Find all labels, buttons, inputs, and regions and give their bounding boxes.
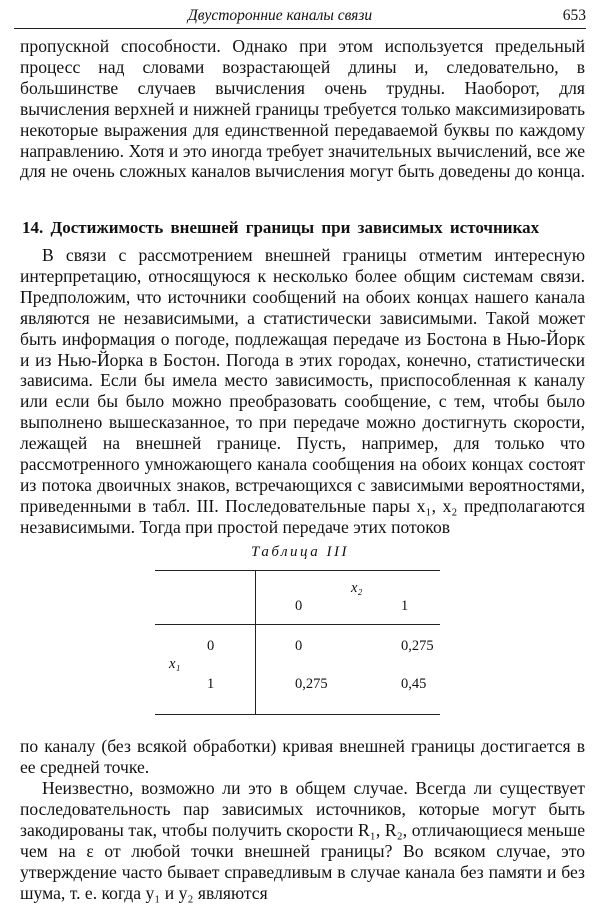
page-number: 653 [562,7,586,24]
paragraph-3: по каналу (без всякой обработки) кривая внешней границы достигается в ее средней точке. [20,736,585,777]
table-rule-vertical [255,570,256,715]
row-header-0: 0 [207,638,215,654]
paragraph-2: В связи с рассмотрением внешней границы отметим интересную интерпретацию, относящуюся к несколько более общим системам связи. Предположим, что источники сообщений на обоих концах нашего канала являются не независимыми, а статистически зависимыми. Такой может быть информация о погоде, подлежащая передаче из Бостона в Нью-Йорк и из Нью-Йорка в Бостон. Погода в этих городах, конечно, статистически зависима. Если бы имела место зависимость, приспособленная к каналу или если бы было можно преобразовать сообщение, с тем, чтобы было выполнено вышесказанное, то при передаче можно достигнуть скорости, лежащей на внешней границе. Пусть, например, для только что рассмотренного умножающего канала сообщения на обоих концах состоят из потока двоичных знаков, встречающихся с зависимыми вероятностями, приведенными в табл. III. Последовательные пары x₁, x₂ предполагаются независимыми. Тогда при простой передаче этих потоков [20,245,585,537]
table-rule-top [155,570,440,571]
table-cell: 0,45 [401,676,427,692]
table-iii [155,570,440,715]
column-header-0: 0 [295,598,303,614]
table-cell: 0,275 [401,638,434,654]
row-header-1: 1 [207,676,215,692]
table-cell: 0 [295,638,303,654]
table-caption: Таблица III [251,544,349,560]
table-rule-bottom [155,714,440,715]
table-cell: 0,275 [295,676,328,692]
paragraph-4: Неизвестно, возможно ли это в общем случае. Всегда ли существует последовательность пар зависимых источников, которые могут быть закодированы так, чтобы получить скорости R₁, R₂, отличающиеся меньше чем на ε от любой точки внешней границы? Во всяком случае, это утверждение часто бывает справедливым в случае канала без памяти и без шума, т. е. когда y₁ и y₂ являются [20,778,585,903]
column-variable: x₂ [351,580,363,596]
running-title: Двусторонние каналы связи [187,7,373,24]
column-header-1: 1 [401,598,409,614]
row-variable: x₁ [169,656,181,672]
section-heading: 14. Достижимость внешней границы при зависимых источниках [22,218,540,237]
running-header [14,6,586,29]
table-rule-header [155,624,440,625]
paragraph-1: пропускной способности. Однако при этом используется предельный процесс над словами возрастающей длины и, следовательно, в большинстве случаев вычисления очень трудны. Наоборот, для вычисления верхней и нижней границы требуется только максимизировать некоторые выражения для единственной передаваемой буквы по каждому направлению. Хотя и это иногда требует значительных вычислений, все же для не очень сложных каналов вычисления могут быть доведены до конца. [20,36,585,182]
